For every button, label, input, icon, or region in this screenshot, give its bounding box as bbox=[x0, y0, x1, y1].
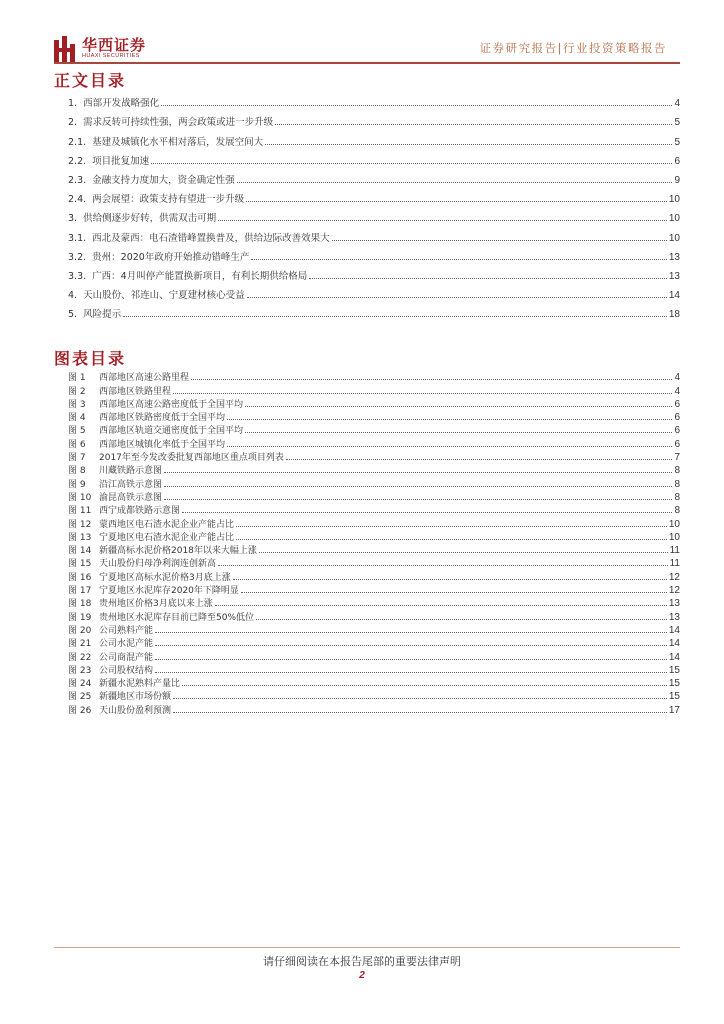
dot-leader bbox=[173, 698, 667, 699]
toc-entry[interactable] bbox=[68, 186, 680, 205]
dot-leader bbox=[155, 645, 667, 646]
entry-page[interactable]: 8 bbox=[674, 505, 680, 517]
entry-title[interactable]: 公司商混产能 bbox=[99, 652, 154, 663]
figure-entry[interactable] bbox=[68, 663, 680, 676]
dot-leader bbox=[218, 220, 667, 221]
toc-entry[interactable] bbox=[68, 148, 680, 167]
entry-number: 图 11 bbox=[68, 506, 92, 517]
entry-number: 图 14 bbox=[68, 546, 92, 557]
page-number: 2 bbox=[359, 970, 365, 981]
figure-entry[interactable] bbox=[68, 609, 680, 622]
dot-leader bbox=[245, 432, 672, 433]
dot-leader bbox=[309, 278, 667, 279]
entry-number: 图 22 bbox=[68, 652, 92, 663]
entry-number: 2.4. bbox=[68, 194, 93, 206]
entry-title[interactable]: 渝昆高铁示意图 bbox=[99, 492, 163, 503]
dot-leader bbox=[182, 512, 672, 513]
figure-entry[interactable] bbox=[68, 397, 680, 410]
dot-leader bbox=[275, 124, 672, 125]
entry-number: 图 8 bbox=[68, 466, 86, 477]
entry-number: 4. bbox=[68, 290, 84, 302]
figure-entry[interactable] bbox=[68, 423, 680, 436]
entry-number: 2. bbox=[68, 117, 84, 129]
dot-leader bbox=[164, 486, 672, 487]
entry-number: 图 5 bbox=[68, 426, 86, 437]
entry-title[interactable]: 西宁成都铁路示意图 bbox=[99, 506, 181, 517]
dot-leader bbox=[151, 163, 672, 164]
entry-page[interactable]: 11 bbox=[669, 558, 680, 570]
dot-leader bbox=[164, 472, 672, 473]
figure-entry[interactable] bbox=[68, 383, 680, 396]
entry-title[interactable]: 西部地区高速公路里程 bbox=[99, 373, 190, 384]
dot-leader bbox=[233, 579, 667, 580]
entry-page[interactable]: 4 bbox=[674, 98, 680, 110]
entry-title[interactable]: 两会展望：政策支持有望进一步升级 bbox=[92, 194, 245, 206]
figure-entry[interactable] bbox=[68, 450, 680, 463]
dot-leader bbox=[182, 685, 667, 686]
dot-leader bbox=[251, 259, 667, 260]
entry-title[interactable]: 西北及蒙西：电石渣错峰置换普及，供给边际改善效果大 bbox=[92, 232, 330, 244]
dot-leader bbox=[123, 316, 667, 317]
entry-number: 图 9 bbox=[68, 479, 86, 490]
entry-title[interactable]: 西部地区城镇化率低于全国平均 bbox=[99, 439, 226, 450]
entry-title[interactable]: 西部地区轨道交通密度低于全国平均 bbox=[99, 426, 244, 437]
entry-page[interactable]: 12 bbox=[668, 585, 680, 597]
figure-entry[interactable] bbox=[68, 569, 680, 582]
entry-number: 图 12 bbox=[68, 519, 92, 530]
entry-page[interactable]: 10 bbox=[668, 518, 680, 530]
dot-leader bbox=[286, 459, 673, 460]
entry-title[interactable]: 项目批复加速 bbox=[92, 155, 150, 167]
entry-page[interactable]: 12 bbox=[668, 571, 680, 583]
huaxi-logo-icon bbox=[54, 36, 76, 62]
entry-title[interactable]: 需求反转可持续性强，两会政策或进一步升级 bbox=[83, 117, 274, 129]
figure-entry[interactable] bbox=[68, 370, 680, 383]
figure-entry[interactable] bbox=[68, 410, 680, 423]
entry-number: 3.2. bbox=[68, 251, 93, 263]
entry-title[interactable]: 金融支持力度加大，资金确定性强 bbox=[92, 174, 235, 186]
dot-leader bbox=[191, 379, 672, 380]
entry-number: 图 6 bbox=[68, 439, 86, 450]
brand-name-en: HUAXI SECURITIES bbox=[82, 53, 140, 59]
figure-entry[interactable] bbox=[68, 583, 680, 596]
toc-entry[interactable] bbox=[68, 205, 680, 224]
entry-number: 图 15 bbox=[68, 559, 92, 570]
toc-entry[interactable] bbox=[68, 282, 680, 301]
entry-page[interactable]: 5 bbox=[674, 136, 680, 148]
dot-leader bbox=[241, 592, 667, 593]
toc-entry[interactable] bbox=[68, 90, 680, 109]
dot-leader bbox=[236, 526, 667, 527]
entry-number: 图 13 bbox=[68, 532, 92, 543]
dot-leader bbox=[155, 632, 667, 633]
entry-number: 图 2 bbox=[68, 386, 86, 397]
dot-leader bbox=[265, 144, 672, 145]
entry-page[interactable]: 6 bbox=[674, 438, 680, 450]
entry-title[interactable]: 贵州地区水泥库存目前已降至50%低位 bbox=[99, 612, 255, 623]
dot-leader bbox=[227, 446, 672, 447]
dot-leader bbox=[173, 712, 667, 713]
figure-entry[interactable] bbox=[68, 702, 680, 715]
entry-number: 2.1. bbox=[68, 136, 93, 148]
entry-page[interactable]: 6 bbox=[674, 425, 680, 437]
toc-entry[interactable] bbox=[68, 263, 680, 282]
entry-number: 图 10 bbox=[68, 492, 92, 503]
entry-title[interactable]: 宁夏地区水泥库存2020年下降明显 bbox=[99, 586, 239, 597]
entry-number: 3. bbox=[68, 213, 84, 225]
entry-title[interactable]: 公司熟料产能 bbox=[99, 625, 154, 636]
dot-leader bbox=[227, 419, 672, 420]
entry-number: 图 17 bbox=[68, 586, 92, 597]
dot-leader bbox=[259, 552, 668, 553]
entry-number: 图 3 bbox=[68, 399, 86, 410]
entry-page[interactable]: 4 bbox=[674, 385, 680, 397]
entry-title[interactable]: 基建及城镇化水平相对落后，发展空间大 bbox=[92, 136, 264, 148]
entry-title[interactable]: 天山股份、祁连山、宁夏建材核心受益 bbox=[83, 290, 245, 302]
entry-number: 2.3. bbox=[68, 174, 93, 186]
entry-title[interactable]: 西部地区高速公路密度低于全国平均 bbox=[99, 399, 244, 410]
toc-entry[interactable] bbox=[68, 167, 680, 186]
entry-title[interactable]: 沿江高铁示意图 bbox=[99, 479, 163, 490]
toc-entry[interactable] bbox=[68, 224, 680, 243]
header-divider bbox=[54, 62, 680, 64]
figure-entry[interactable] bbox=[68, 516, 680, 529]
entry-title[interactable]: 公司水泥产能 bbox=[99, 639, 154, 650]
figure-entry[interactable] bbox=[68, 636, 680, 649]
entry-page[interactable]: 14 bbox=[668, 290, 680, 302]
entry-page[interactable]: 6 bbox=[674, 412, 680, 424]
entry-number: 图 7 bbox=[68, 453, 86, 464]
entry-title[interactable]: 供给侧逐步好转，供需双击可期 bbox=[83, 213, 217, 225]
entry-title[interactable]: 风险提示 bbox=[83, 309, 122, 321]
entry-number: 图 23 bbox=[68, 665, 92, 676]
figure-entry[interactable] bbox=[68, 676, 680, 689]
entry-number: 图 24 bbox=[68, 679, 92, 690]
entry-title[interactable]: 天山股份盈利预测 bbox=[99, 705, 172, 716]
entry-title[interactable]: 新疆地区市场份额 bbox=[99, 692, 172, 703]
entry-page[interactable]: 13 bbox=[668, 598, 680, 610]
entry-page[interactable]: 15 bbox=[668, 691, 680, 703]
dot-leader bbox=[173, 393, 672, 394]
figure-entry[interactable] bbox=[68, 596, 680, 609]
entry-page[interactable]: 18 bbox=[668, 309, 680, 321]
entry-title[interactable]: 天山股份归母净利润连创新高 bbox=[99, 559, 217, 570]
dot-leader bbox=[218, 565, 668, 566]
toc-entry[interactable] bbox=[68, 109, 680, 128]
entry-number: 3.3. bbox=[68, 270, 93, 282]
entry-title[interactable]: 宁夏地区电石渣水泥企业产能占比 bbox=[99, 532, 235, 543]
dot-leader bbox=[155, 672, 667, 673]
entry-title[interactable]: 2017年至今发改委批复西部地区重点项目列表 bbox=[99, 453, 284, 464]
entry-number: 图 26 bbox=[68, 705, 92, 716]
entry-page[interactable]: 7 bbox=[674, 452, 680, 464]
figure-entry[interactable] bbox=[68, 436, 680, 449]
entry-number: 3.1. bbox=[68, 232, 93, 244]
dot-leader bbox=[237, 182, 673, 183]
entry-number: 图 20 bbox=[68, 625, 92, 636]
dot-leader bbox=[161, 105, 672, 106]
figure-entry[interactable] bbox=[68, 689, 680, 702]
entry-title[interactable]: 贵州：2020年政府开始推动错峰生产 bbox=[92, 251, 250, 263]
entry-page[interactable]: 15 bbox=[668, 664, 680, 676]
entry-title[interactable]: 宁夏地区高标水泥价格3月底上涨 bbox=[99, 572, 231, 583]
entry-title[interactable]: 川藏铁路示意图 bbox=[99, 466, 163, 477]
entry-number: 图 1 bbox=[68, 373, 86, 384]
entry-page[interactable]: 10 bbox=[668, 232, 680, 244]
entry-page[interactable]: 14 bbox=[668, 624, 680, 636]
entry-page[interactable]: 10 bbox=[668, 213, 680, 225]
entry-number: 图 18 bbox=[68, 599, 92, 610]
dot-leader bbox=[155, 659, 667, 660]
dot-leader bbox=[164, 499, 672, 500]
entry-title[interactable]: 西部地区铁路密度低于全国平均 bbox=[99, 413, 226, 424]
footer-divider bbox=[54, 947, 680, 948]
entry-page[interactable]: 14 bbox=[668, 651, 680, 663]
entry-page[interactable]: 13 bbox=[668, 270, 680, 282]
figures-list bbox=[68, 370, 680, 716]
figure-entry[interactable] bbox=[68, 543, 680, 556]
entry-page[interactable]: 10 bbox=[668, 194, 680, 206]
toc-entry[interactable] bbox=[68, 301, 680, 320]
figures-title: 图表目录 bbox=[54, 349, 127, 368]
entry-page[interactable]: 13 bbox=[668, 251, 680, 263]
dot-leader bbox=[247, 297, 667, 298]
figure-entry[interactable] bbox=[68, 463, 680, 476]
entry-page[interactable]: 5 bbox=[674, 117, 680, 129]
entry-number: 2.2. bbox=[68, 155, 93, 167]
entry-number: 图 4 bbox=[68, 413, 86, 424]
entry-page[interactable]: 10 bbox=[668, 531, 680, 543]
figure-entry[interactable] bbox=[68, 490, 680, 503]
entry-title[interactable]: 公司股权结构 bbox=[99, 665, 154, 676]
entry-page[interactable]: 8 bbox=[674, 478, 680, 490]
entry-page[interactable]: 13 bbox=[668, 611, 680, 623]
entry-page[interactable]: 14 bbox=[668, 638, 680, 650]
entry-page[interactable]: 6 bbox=[674, 398, 680, 410]
entry-page[interactable]: 6 bbox=[674, 155, 680, 167]
dot-leader bbox=[332, 240, 667, 241]
entry-number: 图 25 bbox=[68, 692, 92, 703]
entry-number: 5. bbox=[68, 309, 84, 321]
figure-entry[interactable] bbox=[68, 623, 680, 636]
entry-title[interactable]: 广西：4月叫停产能置换新项目，有利长期供给格局 bbox=[92, 270, 308, 282]
entry-title[interactable]: 新疆高标水泥价格2018年以来大幅上涨 bbox=[99, 546, 257, 557]
entry-page[interactable]: 17 bbox=[668, 704, 680, 716]
entry-title[interactable]: 西部地区铁路里程 bbox=[99, 386, 172, 397]
dot-leader bbox=[215, 605, 667, 606]
entry-page[interactable]: 11 bbox=[669, 545, 680, 557]
entry-page[interactable]: 8 bbox=[674, 491, 680, 503]
entry-page[interactable]: 15 bbox=[668, 678, 680, 690]
figure-entry[interactable] bbox=[68, 530, 680, 543]
toc-list bbox=[68, 90, 680, 320]
entry-page[interactable]: 9 bbox=[674, 174, 680, 186]
entry-number: 图 21 bbox=[68, 639, 92, 650]
figure-entry[interactable] bbox=[68, 556, 680, 569]
entry-page[interactable]: 8 bbox=[674, 465, 680, 477]
brand-name: 华西证券 bbox=[82, 36, 147, 54]
toc-title: 正文目录 bbox=[54, 71, 127, 90]
entry-title[interactable]: 新疆水泥熟料产量比 bbox=[99, 679, 181, 690]
entry-title[interactable]: 贵州地区价格3月底以来上涨 bbox=[99, 599, 213, 610]
entry-title[interactable]: 蒙西地区电石渣水泥企业产能占比 bbox=[99, 519, 235, 530]
entry-number: 图 16 bbox=[68, 572, 92, 583]
figure-entry[interactable] bbox=[68, 649, 680, 662]
figure-entry[interactable] bbox=[68, 476, 680, 489]
entry-page[interactable]: 4 bbox=[674, 372, 680, 384]
dot-leader bbox=[246, 201, 667, 202]
toc-entry[interactable] bbox=[68, 244, 680, 263]
report-type: 证券研究报告|行业投资策略报告 bbox=[479, 41, 667, 55]
dot-leader bbox=[236, 539, 667, 540]
figure-entry[interactable] bbox=[68, 503, 680, 516]
entry-number: 1. bbox=[68, 98, 84, 110]
toc-entry[interactable] bbox=[68, 128, 680, 147]
entry-number: 图 19 bbox=[68, 612, 92, 623]
entry-title[interactable]: 西部开发战略强化 bbox=[83, 98, 160, 110]
dot-leader bbox=[245, 406, 672, 407]
legal-disclaimer[interactable]: 请仔细阅读在本报告尾部的重要法律声明 bbox=[263, 955, 461, 968]
dot-leader bbox=[256, 619, 667, 620]
